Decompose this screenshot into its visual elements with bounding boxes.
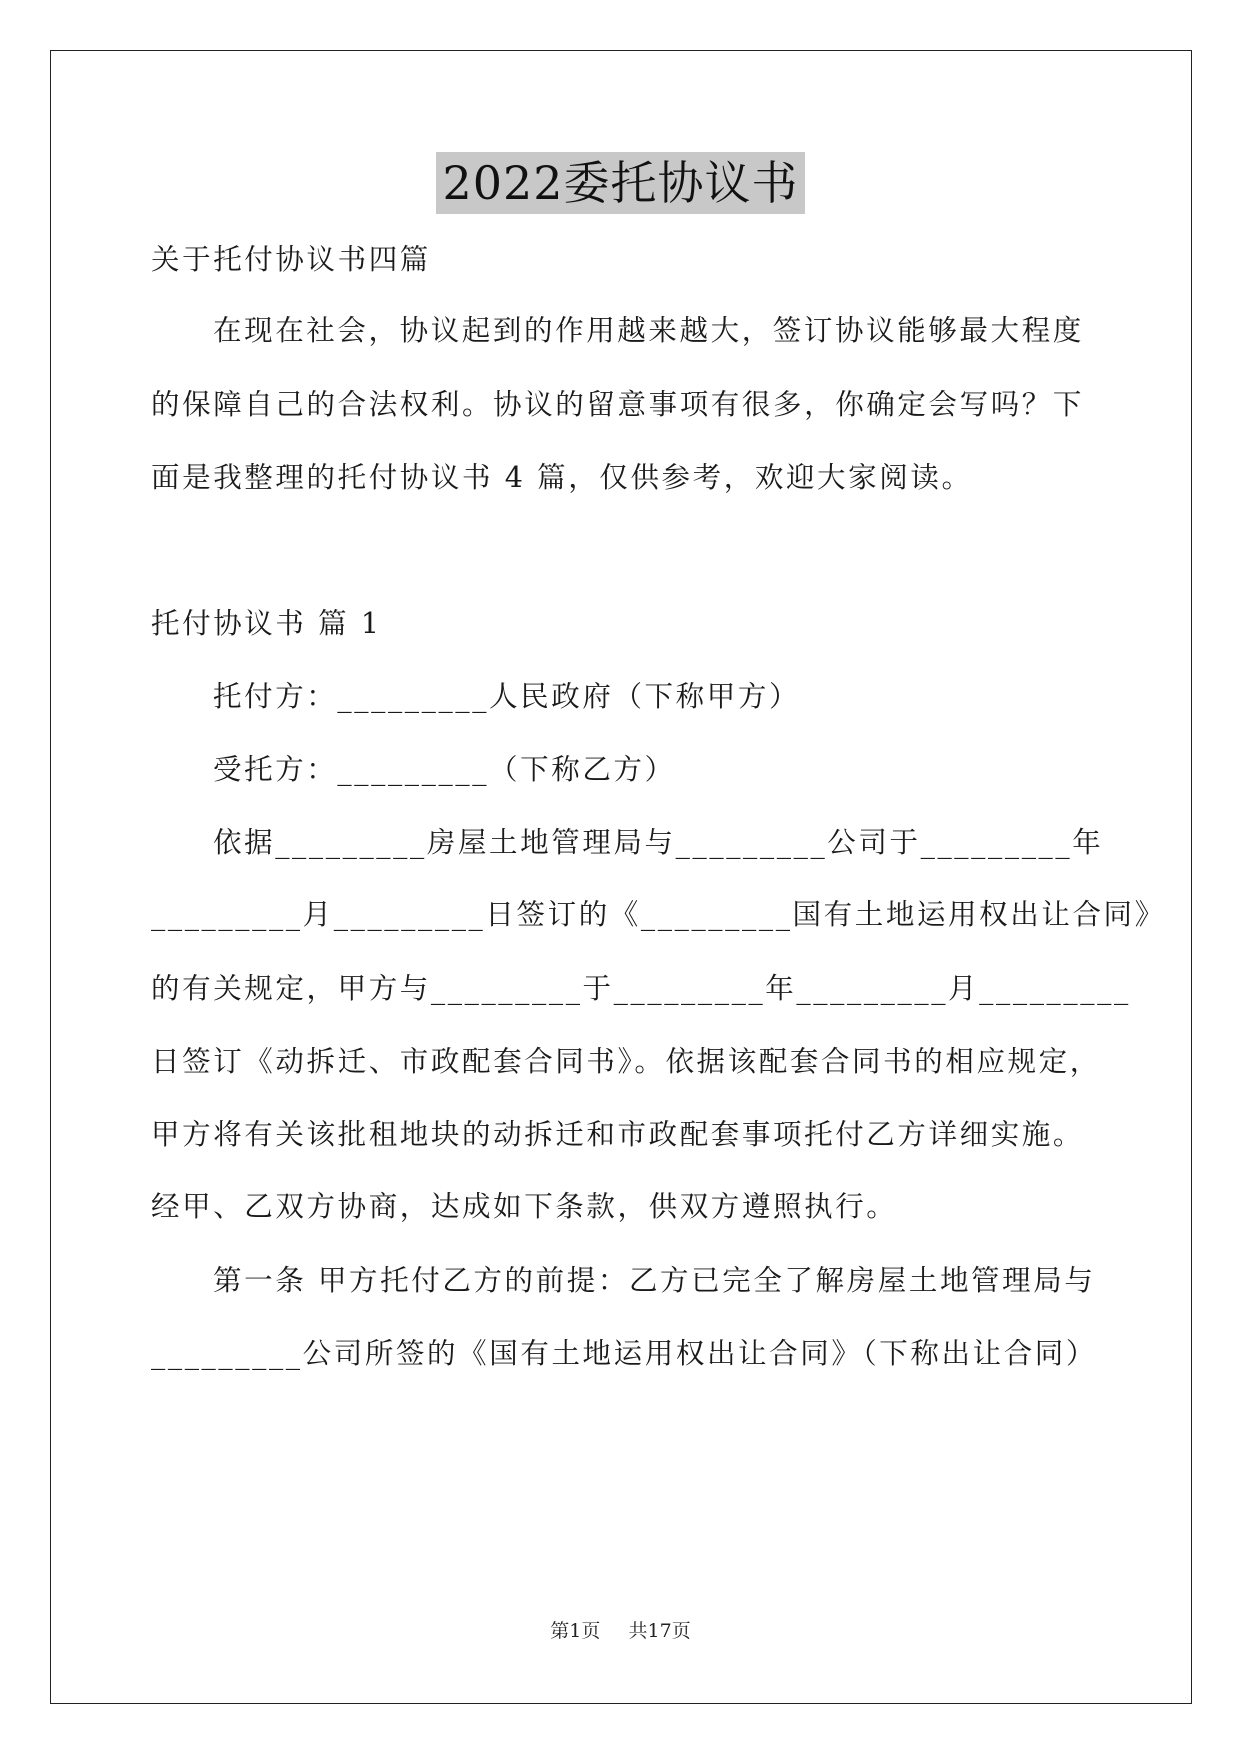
page-number: 第1页 [550, 1620, 601, 1642]
paragraph-line: 经甲、乙双方协商，达成如下条款，供双方遵照执行。 [151, 1190, 898, 1223]
section-heading: 托付协议书 篇 1 [151, 607, 382, 640]
paragraph-line: _________月_________日签订的《_________国有土地运用权出让合同》 [151, 898, 1166, 931]
paragraph-line: 在现在社会，协议起到的作用越来越大，签订协议能够最大程度 [213, 314, 1084, 347]
page-total: 共17页 [628, 1620, 691, 1642]
page-footer [0, 1616, 1241, 1643]
paragraph-line: 第一条 甲方托付乙方的前提：乙方已完全了解房屋土地管理局与 [213, 1264, 1096, 1297]
paragraph-line: 面是我整理的托付协议书 4 篇，仅供参考，欢迎大家阅读。 [151, 461, 973, 494]
page-border [50, 50, 1192, 1704]
paragraph-line: 的保障自己的合法权利。协议的留意事项有很多，你确定会写吗？下 [151, 388, 1085, 421]
section-heading: 关于托付协议书四篇 [151, 243, 431, 276]
paragraph-line: 依据_________房屋土地管理局与_________公司于_________年 [213, 826, 1104, 859]
paragraph-line: 的有关规定，甲方与_________于_________年_________月_________ [151, 972, 1131, 1005]
paragraph-line: 托付方：_________人民政府（下称甲方） [213, 680, 801, 713]
title-container [0, 152, 1241, 214]
paragraph-line: _________公司所签的《国有土地运用权出让合同》（下称出让合同） [151, 1337, 1098, 1370]
document-title: 2022委托协议书 [436, 152, 804, 214]
paragraph-line: 日签订《动拆迁、市政配套合同书》。依据该配套合同书的相应规定， [151, 1045, 1101, 1078]
paragraph-line: 受托方：_________（下称乙方） [213, 753, 676, 786]
paragraph-line: 甲方将有关该批租地块的动拆迁和市政配套事项托付乙方详细实施。 [151, 1118, 1085, 1151]
